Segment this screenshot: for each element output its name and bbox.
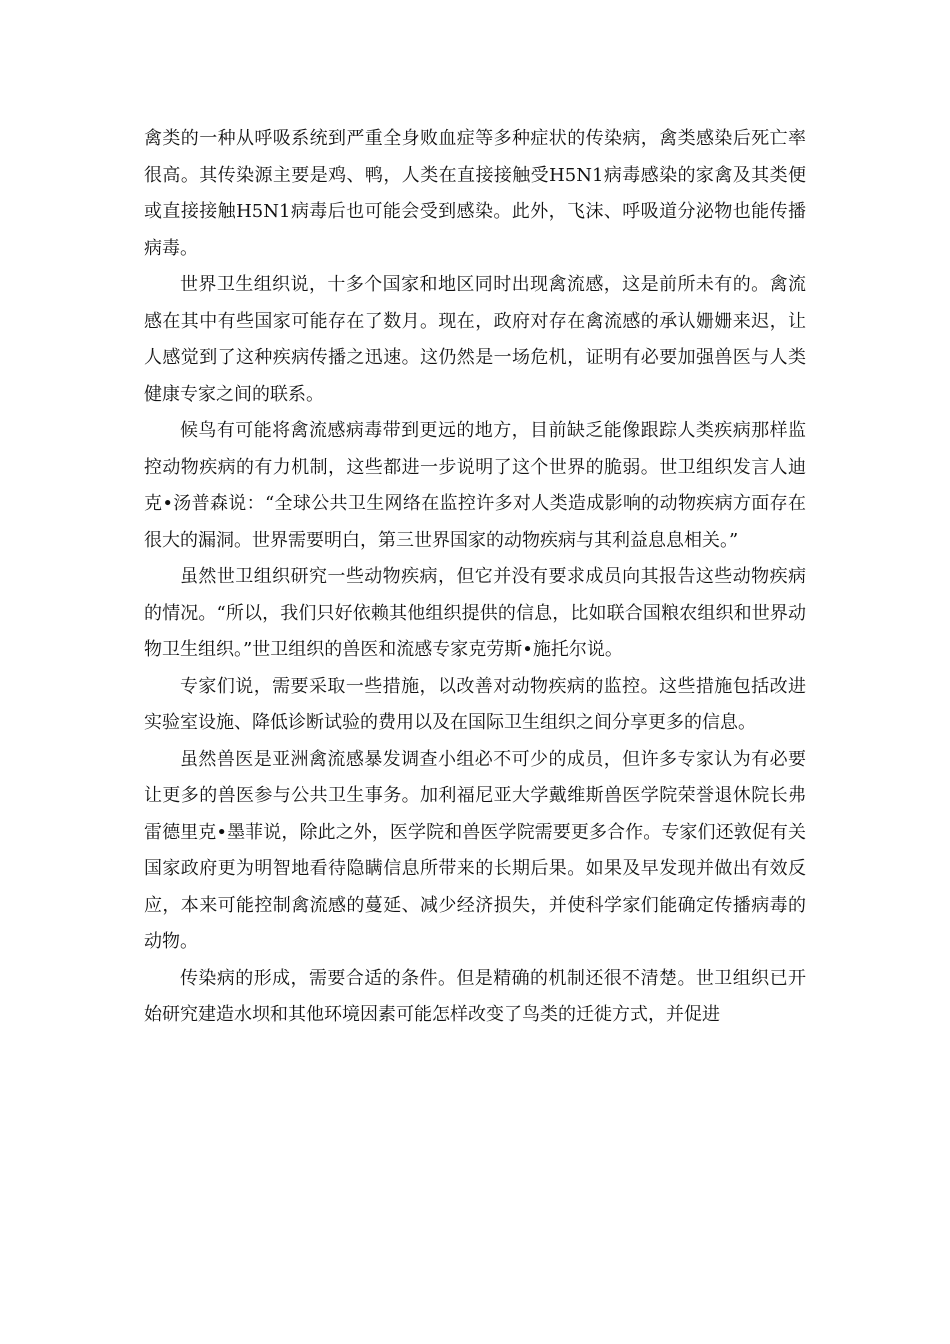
paragraph: 专家们说，需要采取一些措施，以改善对动物疾病的监控。这些措施包括改进实验室设施、降低诊断试验的费用以及在国际卫生组织之间分享更多的信息。 bbox=[144, 675, 806, 733]
paragraph: 传染病的形成，需要合适的条件。但是精确的机制还很不清楚。世卫组织已开始研究建造水坝和其他环境因素可能怎样改变了鸟类的迁徙方式，并促进 bbox=[144, 967, 806, 1025]
paragraph-continued: 禽类的一种从呼吸系统到严重全身败血症等多种症状的传染病，禽类感染后死亡率很高。其传染源主要是鸡、鸭，人类在直接接触受H5N1病毒感染的家禽及其类便或直接接触H5N1病毒后也可能会受到感染。此外，飞沫、呼吸道分泌物也能传播病毒。 bbox=[144, 128, 806, 259]
paragraph: 世界卫生组织说，十多个国家和地区同时出现禽流感，这是前所未有的。禽流感在其中有些国家可能存在了数月。现在，政府对存在禽流感的承认姗姗来迟，让人感觉到了这种疾病传播之迅速。这仍然是一场危机，证明有必要加强兽医与人类健康专家之间的联系。 bbox=[144, 274, 806, 405]
paragraph: 虽然兽医是亚洲禽流感暴发调查小组必不可少的成员，但许多专家认为有必要让更多的兽医参与公共卫生事务。加利福尼亚大学戴维斯兽医学院荣誉退休院长弗雷德里克•墨菲说，除此之外，医学院和兽医学院需要更多合作。专家们还敦促有关国家政府更为明智地看待隐瞒信息所带来的长期后果。如果及早发现并做出有效反应，本来可能控制禽流感的蔓延、减少经济损失，并使科学家们能确定传播病毒的动物。 bbox=[144, 748, 806, 952]
paragraph: 候鸟有可能将禽流感病毒带到更远的地方，目前缺乏能像跟踪人类疾病那样监控动物疾病的有力机制，这些都进一步说明了这个世界的脆弱。世卫组织发言人迪克•汤普森说：“全球公共卫生网络在监控许多对人类造成影响的动物疾病方面存在很大的漏洞。世界需要明白，第三世界国家的动物疾病与其利益息息相关。” bbox=[144, 420, 806, 551]
document-body bbox=[144, 121, 806, 1034]
paragraph: 虽然世卫组织研究一些动物疾病，但它并没有要求成员向其报告这些动物疾病的情况。“所以，我们只好依赖其他组织提供的信息，比如联合国粮农组织和世界动物卫生组织。”世卫组织的兽医和流感专家克劳斯•施托尔说。 bbox=[144, 566, 806, 660]
